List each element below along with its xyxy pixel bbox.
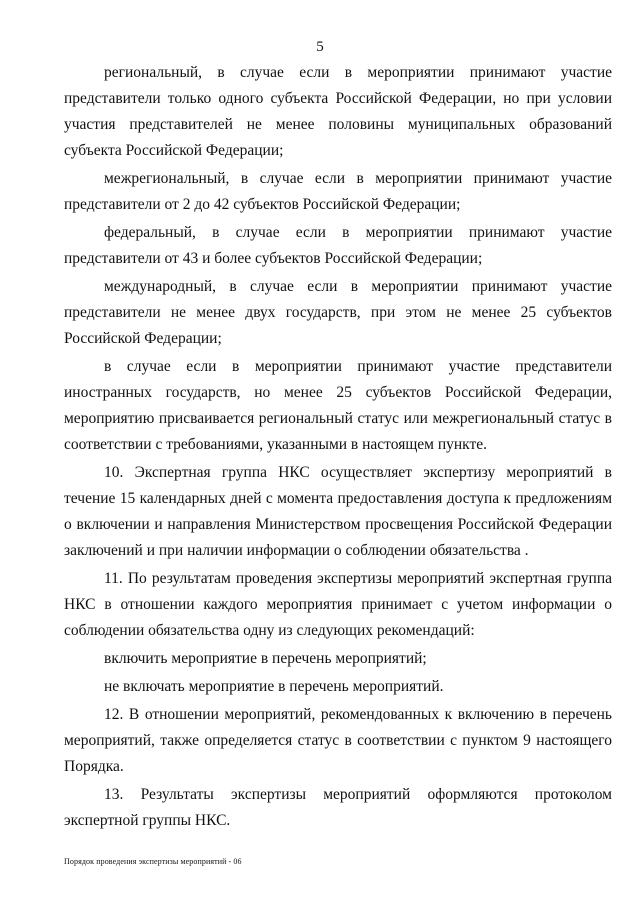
paragraph-item-10: 10. Экспертная группа НКС осуществляет экспертизу мероприятий в течение 15 календарных дней с момента предоставления доступа к предложениям о включении и направления Министерством просвещения Российской Федерации заключений и при наличии информации о соблюдении обязательства . bbox=[64, 464, 612, 559]
paragraph-federal: федеральный, в случае если в мероприятии принимают участие представители от 43 и более субъектов Российской Федерации; bbox=[64, 224, 612, 267]
document-footer: Порядок проведения экспертизы мероприятий - 06 bbox=[64, 857, 242, 866]
paragraph-item-11: 11. По результатам проведения экспертизы мероприятий экспертная группа НКС в отношении каждого мероприятия принимает с учетом информации о соблюдении обязательства одну из следующих рекомендаций: bbox=[64, 570, 612, 639]
paragraph-international: международный, в случае если в мероприятии принимают участие представители не менее двух государств, при этом не менее 25 субъектов Российской Федерации; bbox=[64, 278, 612, 347]
paragraph-item-12: 12. В отношении мероприятий, рекомендованных к включению в перечень мероприятий, также определяется статус в соответствии с пунктом 9 настоящего Порядка. bbox=[64, 706, 612, 775]
document-body bbox=[64, 60, 612, 836]
paragraph-option-exclude: не включать мероприятие в перечень мероприятий. bbox=[104, 678, 444, 695]
paragraph-option-include: включить мероприятие в перечень мероприятий; bbox=[104, 650, 427, 667]
page-number: 5 bbox=[316, 39, 324, 55]
paragraph-interregional: межрегиональный, в случае если в мероприятии принимают участие представители от 2 до 42 субъектов Российской Федерации; bbox=[64, 170, 612, 213]
paragraph-item-13: 13. Результаты экспертизы мероприятий оформляются протоколом экспертной группы НКС. bbox=[64, 786, 612, 829]
paragraph-regional: региональный, в случае если в мероприятии принимают участие представители только одного субъекта Российской Федерации, но при условии участия представителей не менее половины муниципальных образований субъекта Российской Федерации; bbox=[64, 64, 612, 159]
paragraph-foreign-participants: в случае если в мероприятии принимают участие представители иностранных государств, но менее 25 субъектов Российской Федерации, мероприятию присваивается региональный статус или межрегиональный статус в соответствии с требованиями, указанными в настоящем пункте. bbox=[64, 358, 612, 453]
